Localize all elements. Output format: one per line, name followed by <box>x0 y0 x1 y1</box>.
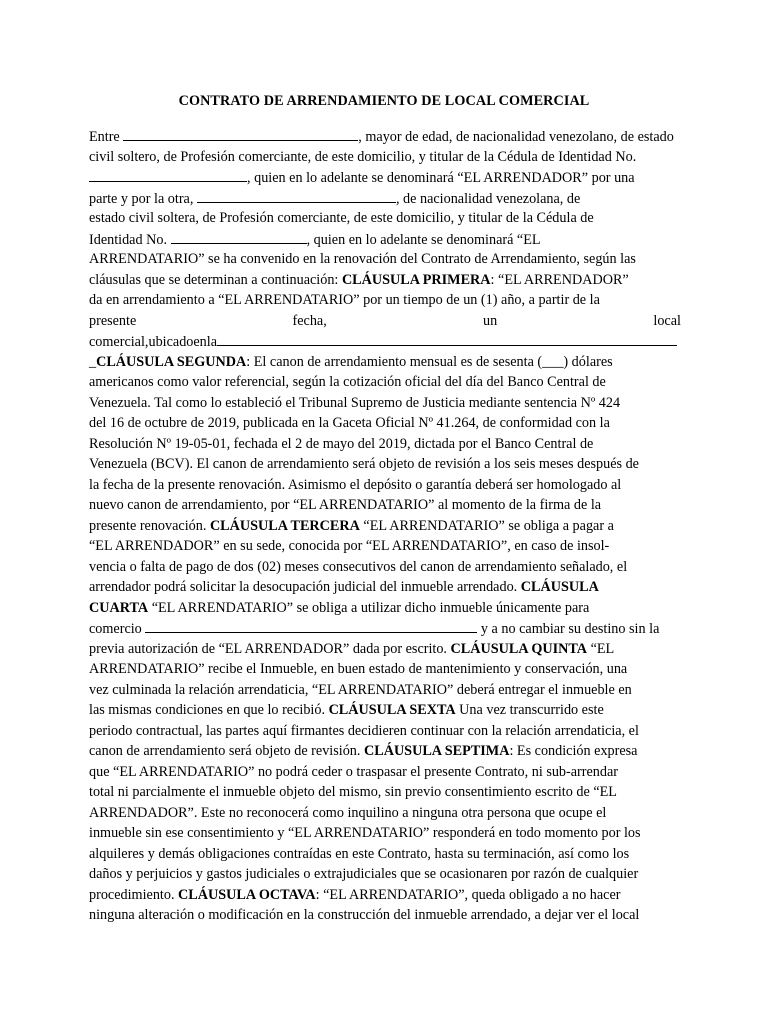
text-segment: Venezuela. Tal como lo estableció el Tribunal Supremo de Justicia mediante sentencia Nº 424 <box>89 394 621 411</box>
text-segment: , de nacionalidad venezolana, de <box>395 190 581 207</box>
text-segment: “EL ARRENDATARIO” se obliga a utilizar dicho inmueble únicamente para <box>148 599 590 616</box>
text-segment: : “EL ARRENDADOR” <box>490 271 629 288</box>
text-segment: ARRENDATARIO” se ha convenido en la renovación del Contrato de Arrendamiento, según las <box>89 251 636 267</box>
text-segment: : Es condición expresa <box>509 743 638 759</box>
text-line <box>89 700 681 721</box>
text-segment: , quien en lo adelante se denominará “EL ARRENDADOR” por una <box>247 170 635 186</box>
text-segment: vez culminada la relación arrendaticia, “EL ARRENDATARIO” deberá entregar el inmueble en <box>89 681 632 698</box>
text-segment: inmueble sin ese consentimiento y “EL ARRENDATARIO” responderá en todo momento por los <box>89 825 641 841</box>
text-line <box>89 290 681 311</box>
clause-heading: CLÁUSULA PRIMERA <box>341 271 491 288</box>
fill-in-blank[interactable] <box>123 126 358 141</box>
fill-in-blank[interactable] <box>197 188 396 203</box>
text-line <box>89 393 681 414</box>
text-segment: y a no cambiar su destino sin la <box>477 621 660 637</box>
text-segment: cláusulas que se determinan a continuación: <box>89 271 342 288</box>
text-line <box>89 782 681 803</box>
text-line <box>89 864 681 885</box>
text-line <box>89 885 681 906</box>
text-segment: , quien en lo adelante se denominará “EL <box>306 231 541 248</box>
text-segment: ninguna alteración o modificación en la construcción del inmueble arrendado, a dejar ver el local <box>89 907 640 923</box>
text-segment: vencia o falta de pago de dos (02) meses consecutivos del canon de arrendamiento señalado, el <box>89 558 628 575</box>
text-line <box>89 577 681 598</box>
word: presente <box>89 312 137 329</box>
text-line <box>89 823 681 844</box>
text-line <box>89 413 681 434</box>
text-line <box>89 516 681 537</box>
text-line <box>89 495 681 516</box>
clause-heading: CLÁUSULA SEGUNDA <box>96 353 247 370</box>
document-title: CONTRATO DE ARRENDAMIENTO DE LOCAL COMERCIAL <box>178 93 590 109</box>
text-segment: “EL ARRENDADOR” en su sede, conocida por “EL ARRENDATARIO”, en caso de insol- <box>89 538 610 554</box>
text-segment: comercial,ubicadoenla <box>89 334 218 350</box>
text-segment: Venezuela (BCV). El canon de arrendamiento será objeto de revisión a los seis meses después de <box>89 456 639 472</box>
text-segment: Una vez transcurrido este <box>455 702 604 718</box>
text-segment: alquileres y demás obligaciones contraídas en este Contrato, hasta su terminación, así como los <box>89 845 630 862</box>
text-line <box>89 844 681 865</box>
text-line <box>89 680 681 701</box>
text-segment: : El canon de arrendamiento mensual es de sesenta (___) dólares <box>246 353 613 370</box>
fill-in-blank[interactable] <box>145 618 477 633</box>
text-segment: la fecha de la presente renovación. Asimismo el depósito o garantía deberá ser homologado al <box>89 476 622 493</box>
text-segment: , mayor de edad, de nacionalidad venezolano, de estado <box>358 129 674 145</box>
text-line <box>89 659 681 680</box>
text-segment: comercio <box>89 621 146 637</box>
text-line <box>89 762 681 783</box>
clause-heading: CLÁUSULA QUINTA <box>450 640 588 657</box>
text-segment: parte y por la otra, <box>89 190 197 207</box>
word: fecha, <box>292 312 327 329</box>
text-line <box>89 905 681 926</box>
text-segment: Entre <box>89 129 124 145</box>
text-segment: ARRENDATARIO” recibe el Inmueble, en buen estado de mantenimiento y conservación, una <box>89 661 628 677</box>
text-segment: canon de arrendamiento será objeto de revisión. <box>89 743 364 759</box>
text-line <box>89 721 681 742</box>
text-segment: ARRENDADOR”. Este no reconocerá como inquilino a ninguna otra persona que ocupe el <box>89 804 607 821</box>
text-segment: Resolución Nº 19-05-01, fechada el 2 de mayo del 2019, dictada por el Banco Central de <box>89 435 594 452</box>
text-line <box>89 741 681 762</box>
clause-heading: CLÁUSULA <box>520 579 599 595</box>
text-segment: del 16 de octubre de 2019, publicada en la Gaceta Oficial Nº 41.264, de conformidad con la <box>89 415 610 431</box>
text-line <box>89 536 681 557</box>
text-line <box>89 147 681 168</box>
contract-body <box>89 126 681 926</box>
text-line <box>89 475 681 496</box>
text-segment: presente renovación. <box>89 517 210 534</box>
text-segment: “EL <box>587 640 615 657</box>
fill-in-blank[interactable] <box>89 167 247 182</box>
clause-heading: CLÁUSULA TERCERA <box>209 517 360 534</box>
text-line <box>89 372 681 393</box>
text-line <box>89 618 681 639</box>
clause-heading: CLÁUSULA SEPTIMA <box>363 743 510 759</box>
text-line <box>89 598 681 619</box>
word: un <box>482 312 498 329</box>
text-segment: civil soltero, de Profesión comerciante, de este domicilio, y titular de la Cédula de Identidad No. <box>89 148 637 165</box>
text-line <box>89 331 681 352</box>
text-line <box>89 557 681 578</box>
text-line <box>89 639 681 660</box>
text-segment: arrendador podrá solicitar la desocupación judicial del inmueble arrendado. <box>89 579 521 595</box>
clause-heading: CUARTA <box>89 599 149 616</box>
word: local <box>653 312 681 329</box>
text-segment: “EL ARRENDATARIO” se obliga a pagar a <box>359 517 614 534</box>
text-line <box>89 434 681 455</box>
text-line <box>89 188 681 209</box>
text-segment: estado civil soltera, de Profesión comerciante, de este domicilio, y titular de la Cédula de <box>89 210 594 226</box>
text-line <box>89 167 681 188</box>
text-line <box>89 803 681 824</box>
text-line <box>89 270 681 291</box>
fill-in-blank[interactable] <box>217 331 677 346</box>
text-segment: periodo contractual, las partes aquí firmantes decidieren continuar con la relación arrendaticia, el <box>89 722 639 739</box>
text-segment: que “EL ARRENDATARIO” no podrá ceder o traspasar el presente Contrato, ni sub-arrendar <box>89 763 619 780</box>
text-segment: da en arrendamiento a “EL ARRENDATARIO” por un tiempo de un (1) año, a partir de la <box>89 292 600 308</box>
text-line <box>89 126 681 147</box>
clause-heading: CLÁUSULA SEXTA <box>328 702 456 718</box>
text-segment: procedimiento. <box>89 886 179 903</box>
text-segment: _ <box>89 353 97 370</box>
text-line <box>89 352 681 373</box>
text-line <box>89 208 681 229</box>
text-segment: total ni parcialmente el inmueble objeto del mismo, sin previo consentimiento escrito de “EL <box>89 784 617 800</box>
text-segment: Identidad No. <box>89 231 171 248</box>
text-segment: daños y perjuicios y gastos judiciales o extrajudiciales que se ocasionaren por razón de cualquier <box>89 866 639 882</box>
text-segment: previa autorización de “EL ARRENDADOR” dada por escrito. <box>89 640 451 657</box>
text-segment: americanos como valor referencial, según la cotización oficial del día del Banco Central de <box>89 374 606 390</box>
text-line <box>89 249 681 270</box>
text-line <box>89 229 681 250</box>
clause-heading: CLÁUSULA OCTAVA <box>178 886 316 903</box>
fill-in-blank[interactable] <box>171 229 307 244</box>
text-segment: : “EL ARRENDATARIO”, queda obligado a no hacer <box>315 886 621 903</box>
text-line <box>89 454 681 475</box>
text-segment: las mismas condiciones en que lo recibió. <box>89 702 329 718</box>
text-segment: nuevo canon de arrendamiento, por “EL ARRENDATARIO” al momento de la firma de la <box>89 497 602 513</box>
text-line <box>89 311 681 332</box>
